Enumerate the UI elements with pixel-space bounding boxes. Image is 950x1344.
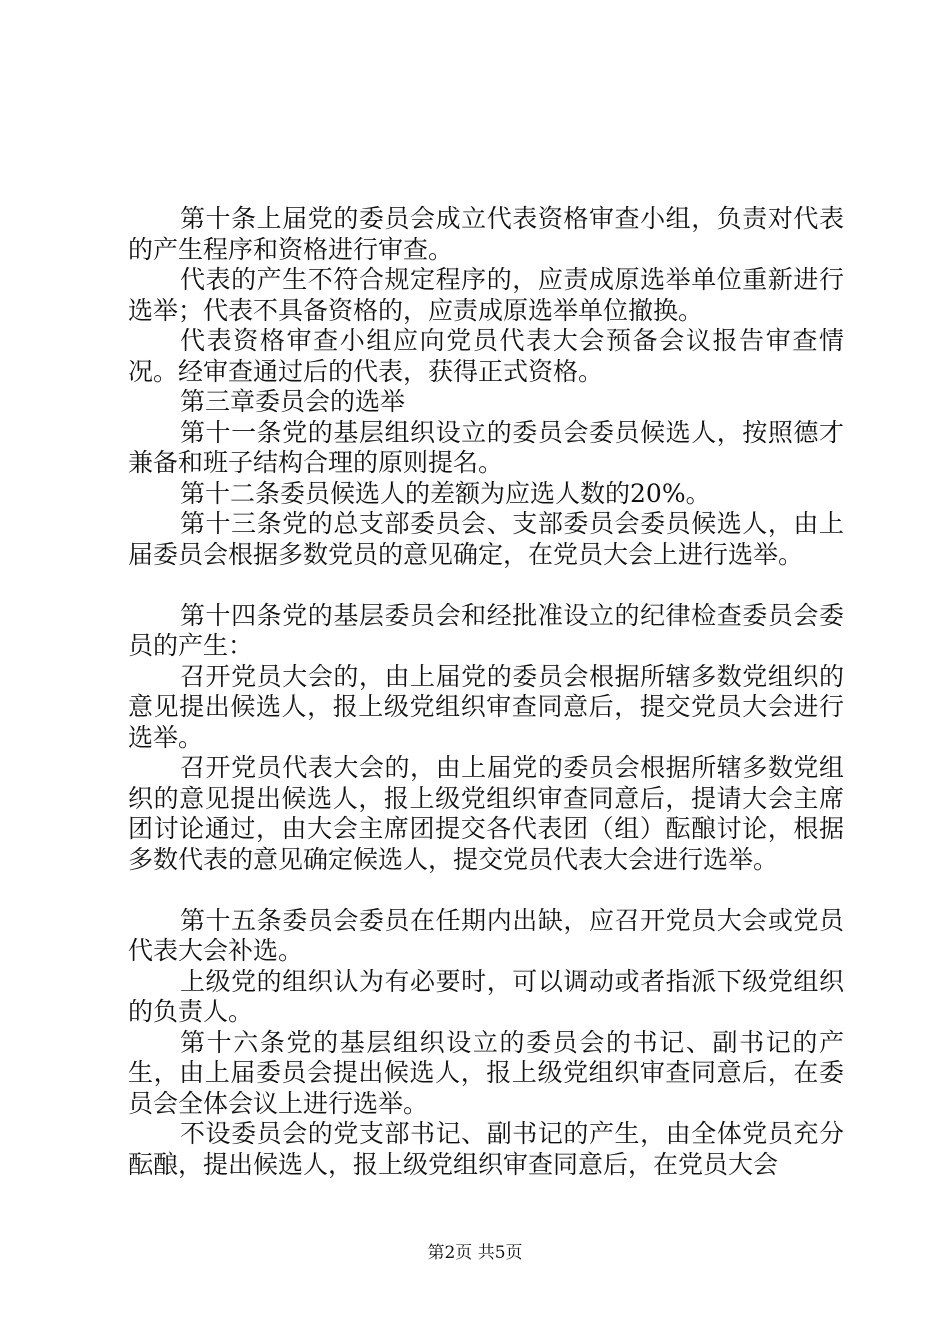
chapter-heading: 第三章委员会的选举: [180, 387, 406, 416]
page-number: 第2页 共5页: [427, 1243, 523, 1263]
paragraph-representative-congress: 召开党员代表大会的，由上届党的委员会根据所辖多数党组织的意见提出候选人，报上级党组织审查同意后，提请大会主席团讨论通过，由大会主席团提交各代表团（组）酝酿讨论，根据多数代表的意见确定候选人，提交党员代表大会进行选举。: [128, 753, 844, 874]
paragraph-article-12: 第十二条委员候选人的差额为应选人数的20%。: [180, 478, 711, 508]
paragraph-article-14: 第十四条党的基层委员会和经批准设立的纪律检查委员会委员的产生：: [128, 600, 844, 660]
paragraph-article-13: 第十三条党的总支部委员会、支部委员会委员候选人，由上届委员会根据多数党员的意见确定，在党员大会上进行选举。: [128, 509, 844, 569]
paragraph-reelection: 代表的产生不符合规定程序的，应责成原选举单位重新进行选举；代表不具备资格的，应责成原选举单位撤换。: [128, 265, 844, 325]
paragraph-qualification-report: 代表资格审查小组应向党员代表大会预备会议报告审查情况。经审查通过后的代表，获得正式资格。: [128, 326, 844, 386]
paragraph-article-15: 第十五条委员会委员在任期内出缺，应召开党员大会或党员代表大会补选。: [128, 905, 844, 965]
paragraph-appointment: 上级党的组织认为有必要时，可以调动或者指派下级党组织的负责人。: [128, 966, 844, 1026]
paragraph-article-10: 第十条上届党的委员会成立代表资格审查小组，负责对代表的产生程序和资格进行审查。: [128, 204, 844, 264]
paragraph-party-congress: 召开党员大会的，由上届党的委员会根据所辖多数党组织的意见提出候选人，报上级党组织审查同意后，提交党员大会进行选举。: [128, 661, 844, 752]
paragraph-article-11: 第十一条党的基层组织设立的委员会委员候选人，按照德才兼备和班子结构合理的原则提名。: [128, 417, 844, 477]
paragraph-branch-secretary: 不设委员会的党支部书记、副书记的产生，由全体党员充分酝酿，提出候选人，报上级党组织审查同意后，在党员大会: [128, 1119, 844, 1179]
paragraph-article-16: 第十六条党的基层组织设立的委员会的书记、副书记的产生，由上届委员会提出候选人，报上级党组织审查同意后，在委员会全体会议上进行选举。: [128, 1027, 844, 1118]
document-body: [128, 204, 844, 1180]
